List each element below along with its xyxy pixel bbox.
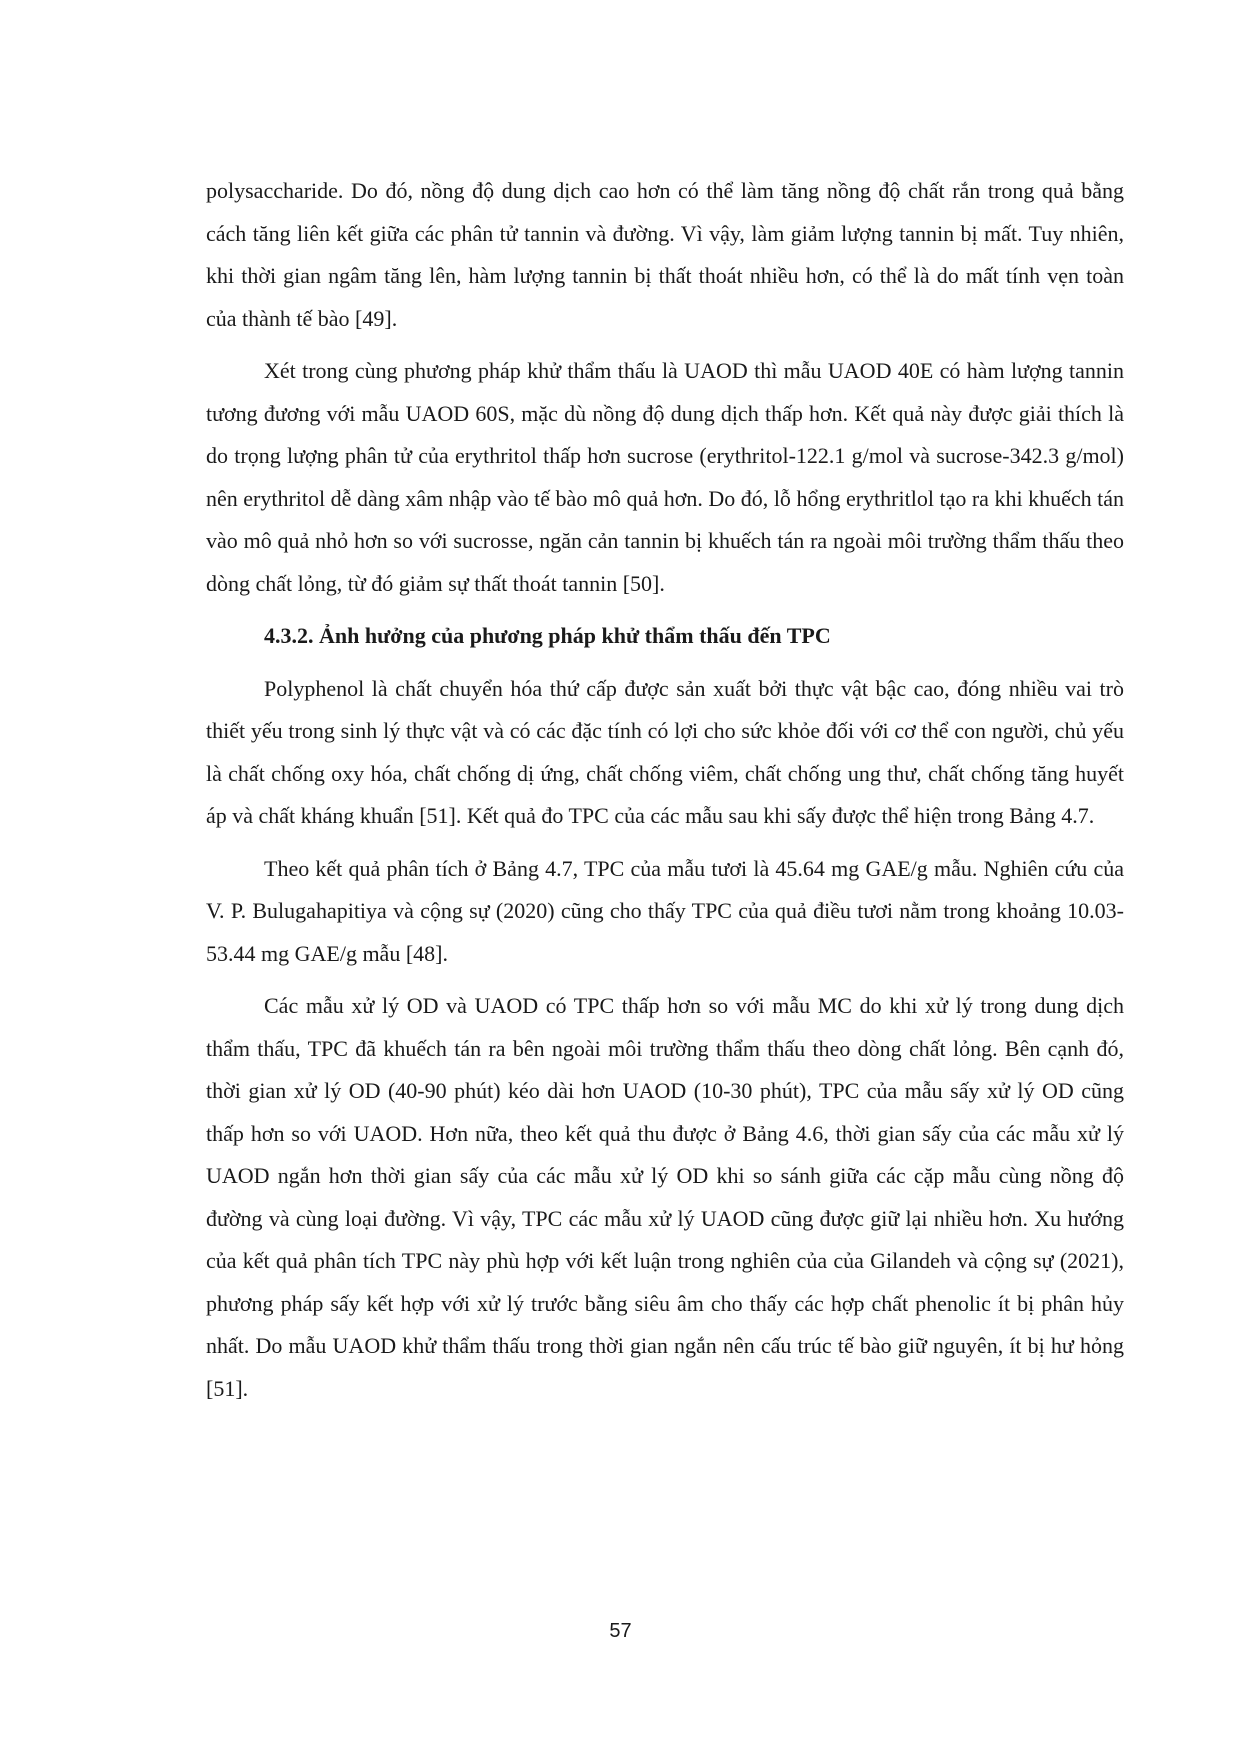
section-heading: 4.3.2. Ảnh hưởng của phương pháp khử thẩm thấu đến TPC	[264, 623, 831, 648]
document-body	[206, 170, 1124, 1410]
paragraph-tpc-comparison: Các mẫu xử lý OD và UAOD có TPC thấp hơn so với mẫu MC do khi xử lý trong dung dịch thẩm thấu, TPC đã khuếch tán ra bên ngoài môi trường thẩm thấu theo dòng chất lỏng. Bên cạnh đó, thời gian xử lý OD (40-90 phút) kéo dài hơn UAOD (10-30 phút), TPC của mẫu sấy xử lý OD cũng thấp hơn so với UAOD. Hơn nữa, theo kết quả thu được ở Bảng 4.6, thời gian sấy của các mẫu xử lý UAOD ngắn hơn thời gian sấy của các mẫu xử lý OD khi so sánh giữa các cặp mẫu cùng nồng độ đường và cùng loại đường. Vì vậy, TPC các mẫu xử lý UAOD cũng được giữ lại nhiều hơn. Xu hướng của kết quả phân tích TPC này phù hợp với kết luận trong nghiên của của Gilandeh và cộng sự (2021), phương pháp sấy kết hợp với xử lý trước bằng siêu âm cho thấy các hợp chất phenolic ít bị phân hủy nhất. Do mẫu UAOD khử thẩm thấu trong thời gian ngắn nên cấu trúc tế bào giữ nguyên, ít bị hư hỏng [51].	[206, 993, 1124, 1401]
paragraph-polyphenol: Polyphenol là chất chuyển hóa thứ cấp được sản xuất bởi thực vật bậc cao, đóng nhiều vai trò thiết yếu trong sinh lý thực vật và có các đặc tính có lợi cho sức khỏe đối với cơ thể con người, chủ yếu là chất chống oxy hóa, chất chống dị ứng, chất chống viêm, chất chống ung thư, chất chống tăng huyết áp và chất kháng khuẩn [51]. Kết quả đo TPC của các mẫu sau khi sấy được thể hiện trong Bảng 4.7.	[206, 675, 1124, 828]
paragraph-continuation: polysaccharide. Do đó, nồng độ dung dịch cao hơn có thể làm tăng nồng độ chất rắn trong quả bằng cách tăng liên kết giữa các phân tử tannin và đường. Vì vậy, làm giảm lượng tannin bị mất. Tuy nhiên, khi thời gian ngâm tăng lên, hàm lượng tannin bị thất thoát nhiều hơn, có thể là do mất tính vẹn toàn của thành tế bào [49].	[206, 178, 1124, 331]
page-number: 57	[609, 1620, 632, 1642]
paragraph-tpc-fresh: Theo kết quả phân tích ở Bảng 4.7, TPC của mẫu tươi là 45.64 mg GAE/g mẫu. Nghiên cứu của V. P. Bulugahapitiya và cộng sự (2020) cũng cho thấy TPC của quả điều tươi nằm trong khoảng 10.03-53.44 mg GAE/g mẫu [48].	[206, 855, 1124, 966]
paragraph-tannin-uaod: Xét trong cùng phương pháp khử thẩm thấu là UAOD thì mẫu UAOD 40E có hàm lượng tannin tương đương với mẫu UAOD 60S, mặc dù nồng độ dung dịch thấp hơn. Kết quả này được giải thích là do trọng lượng phân tử của erythritol thấp hơn sucrose (erythritol-122.1 g/mol và sucrose-342.3 g/mol) nên erythritol dễ dàng xâm nhập vào tế bào mô quả hơn. Do đó, lỗ hổng erythritlol tạo ra khi khuếch tán vào mô quả nhỏ hơn so với sucrosse, ngăn cản tannin bị khuếch tán ra ngoài môi trường thẩm thấu theo dòng chất lỏng, từ đó giảm sự thất thoát tannin [50].	[206, 358, 1124, 596]
